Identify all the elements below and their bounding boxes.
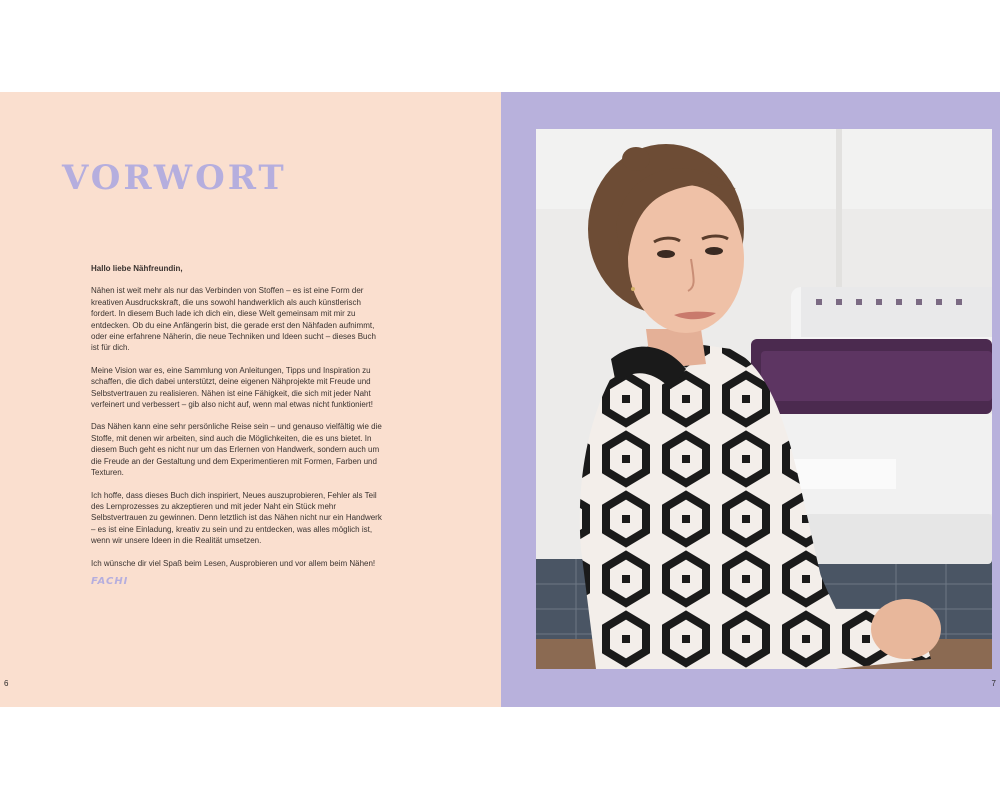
right-page bbox=[501, 92, 1000, 707]
paragraph-1: Nähen ist weit mehr als nur das Verbinden von Stoffen – es ist eine Form der kreativen Ausdruckskraft, die uns sowohl handwerklich als auch künstlerisch fordert. In diesem Buch lade ich dich ein, diese Welt gemeinsam mit mir zu entdecken. Ob du eine Anfängerin bist, die gerade erst den Nähfaden aufnimmt, oder eine erfahrene Näherin, die neue Techniken und Ideen sucht – dieses Buch ist für dich. bbox=[91, 286, 376, 353]
page-number-left: 6 bbox=[4, 679, 9, 688]
book-spread bbox=[0, 92, 1000, 707]
paragraph-2: Meine Vision war es, eine Sammlung von Anleitungen, Tipps und Inspiration zu schaffen, die dich dabei unterstützt, deine eigenen Nähprojekte mit Freude und Selbstvertrauen zu realisieren. Nähen ist eine Fähigkeit, die sich mit jeder Naht verfeinert und verbessert – gib also nicht auf, wenn mal etwas nicht funktioniert! bbox=[91, 365, 373, 410]
paragraph-3: Das Nähen kann eine sehr persönliche Reise sein – und genauso vielfältig wie die Stoffe, mit denen wir arbeiten, sind auch die Möglichkeiten, die es uns bietet. In diesem Buch geht es nicht nur um das Erlernen von Handwerk, sondern auch um die Freude an der Gestaltung und dem Experimentieren mit Formen, Farben und Texturen. bbox=[91, 422, 382, 478]
paragraph-4: Ich hoffe, dass dieses Buch dich inspiriert, Neues auszuprobieren, Fehler als Teil des Lernprozesses zu akzeptieren und mit jeder Naht ein Stück mehr Selbstvertrauen zu gewinnen. Denn letztlich ist das Nähen nicht nur ein Handwerk – es ist eine Einladung, kreativ zu sein und zu entdecken, was alles möglich ist, wenn wir unsere Ideen in die Realität umsetzen. bbox=[91, 490, 382, 546]
signature: FACHI bbox=[91, 575, 129, 587]
author-photo bbox=[536, 129, 992, 669]
greeting: Hallo liebe Nähfreundin, bbox=[91, 264, 183, 273]
paragraph-5: Ich wünsche dir viel Spaß beim Lesen, Ausprobieren und vor allem beim Nähen! bbox=[91, 558, 376, 568]
foreword-text bbox=[91, 263, 386, 598]
left-page bbox=[0, 92, 501, 707]
page-number-right: 7 bbox=[991, 679, 996, 688]
page-title: VORWORT bbox=[62, 158, 287, 198]
